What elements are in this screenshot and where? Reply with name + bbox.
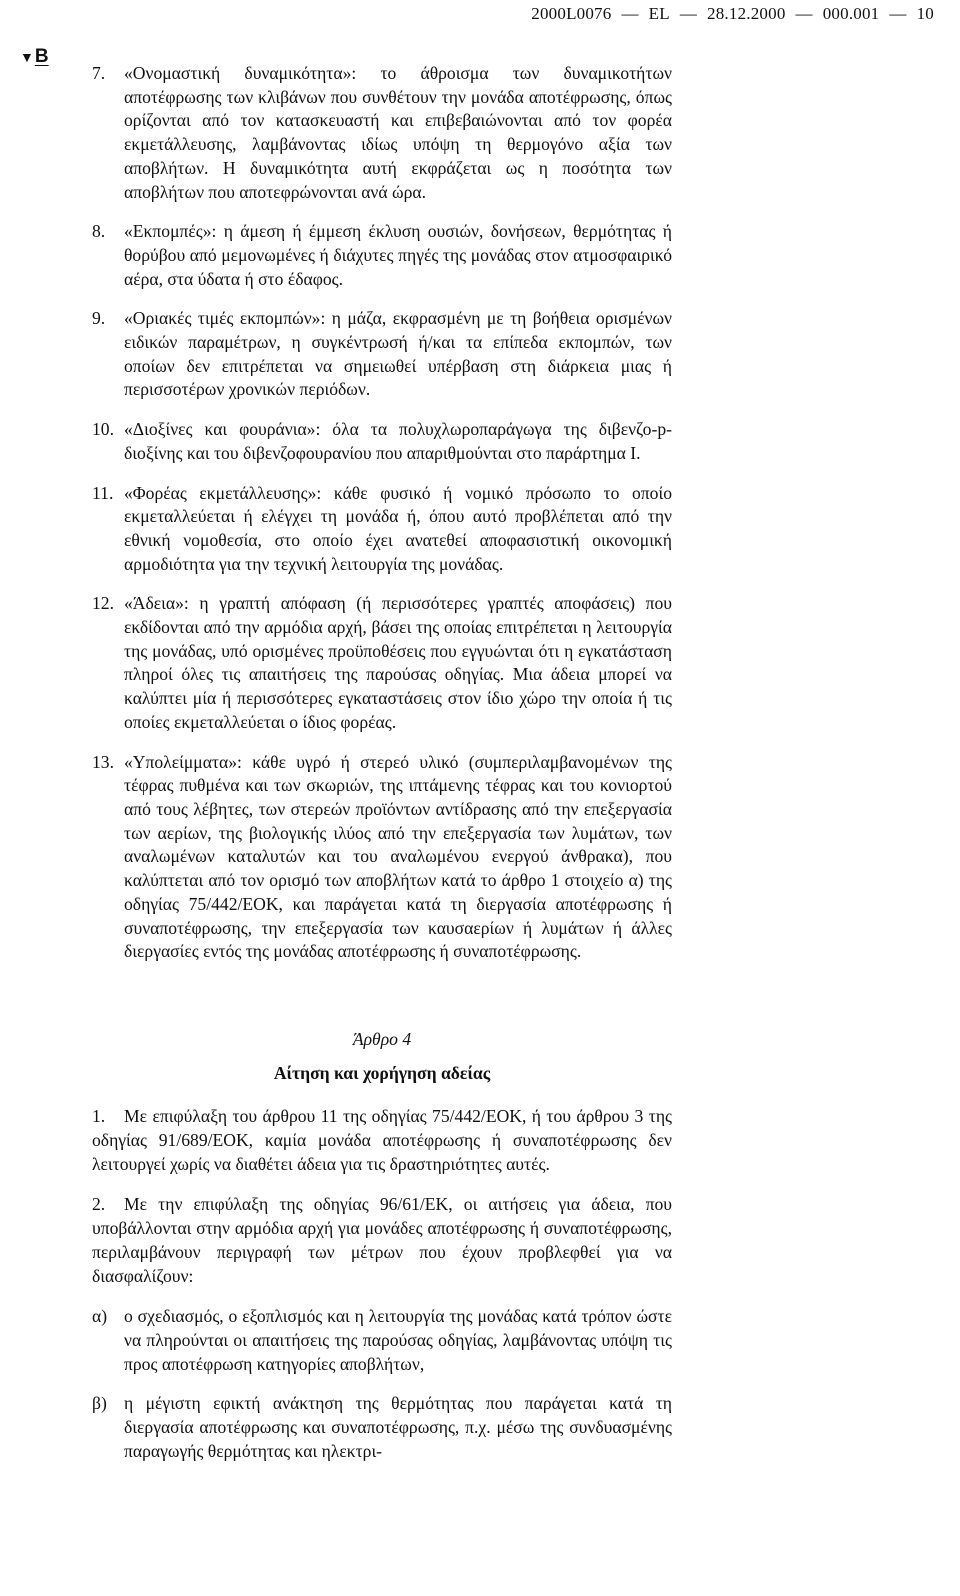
definition-number: 7. <box>92 63 106 83</box>
doc-date: 28.12.2000 <box>707 4 786 23</box>
definition-text: «Άδεια»: η γραπτή απόφαση (ή περισσότερες γραπτές αποφάσεις) που εκδίδονται από την αρμόδια αρχή, βάσει της οποίας επιτρέπεται η λειτουργία της μονάδας, υπό ορισμένες προϋποθέσεις που εγγυώνται ότι η εγκατάσταση πληροί όλες τις απαιτήσεις της παρούσας οδηγίας. Μια άδεια μπορεί να καλύπτει μία ή περισσότερες εγκαταστάσεις στον ίδιο χώρο την οποία ή τις οποίες εκμεταλλεύεται ο ίδιος φορέας. <box>124 593 672 732</box>
doc-code: 2000L0076 <box>531 4 612 23</box>
article-paragraph <box>92 1105 672 1176</box>
definition-number: 12. <box>92 593 114 614</box>
article-heading: Άρθρο 4 <box>352 1028 412 1049</box>
definition-number: 11. <box>92 482 114 503</box>
definition-text: «Οριακές τιμές εκπομπών»: η μάζα, εκφρασμένη με τη βοήθεια ορισμένων ειδικών παραμέτρων, η συγκέντρωσή ή/και τα επίπεδα εκπομπών, των οποίων δεν επιτρέπεται να σημειωθεί υπέρβαση στη διάρκεια μιας ή περισσοτέρων χρονικών περιόδων. <box>124 308 672 400</box>
paragraph-text: Με την επιφύλαξη της οδηγίας 96/61/ΕΚ, οι αιτήσεις για άδεια, που υποβάλλονται στην αρμόδια αρχή για μονάδες αποτέφρωσης ή συναποτέφρωσης, περιλαμβάνουν περιγραφή των μέτρων που έχουν προβλεφθεί για να διασφαλίζουν: <box>92 1194 672 1286</box>
definition-number: 8. <box>92 221 106 242</box>
definition-item <box>92 62 672 204</box>
definition-item <box>92 592 672 734</box>
list-item-marker: β) <box>92 1393 107 1414</box>
definition-text: «Εκπομπές»: η άμεση ή έμμεση έκλυση ουσιών, δονήσεων, θερμότητας ή θορύβου από μεμονωμένες ή διάχυτες πηγές της μονάδας στον ατμοσφαιρικό αέρα, στα ύδατα ή στο έδαφος. <box>124 221 672 289</box>
doc-language: EL <box>648 4 670 23</box>
definition-text: «Ονομαστική δυναμικότητα»: το άθροισμα των δυναμικοτήτων αποτέφρωσης των κλιβάνων που συνθέτουν την μονάδα αποτέφρωσης, όπως ορίζονται από τον κατασκευαστή και επιβεβαιώνονται από τον φορέα εκμετάλλευσης, λαμβάνοντας ιδίως υπόψη τη θερμογόνο αξία των αποβλήτων. Η δυναμικότητα αυτή εκφράζεται ως η ποσότητα των αποβλήτων που αποτεφρώνονται ανά ώρα. <box>124 63 672 202</box>
paragraph-number: 2. <box>92 1194 106 1215</box>
page-header: 2000L0076 — EL — 28.12.2000 — 000.001 — 10 <box>531 4 934 23</box>
definition-item <box>92 418 672 465</box>
list-item-text: ο σχεδιασμός, ο εξοπλισμός και η λειτουργία της μονάδας κατά τρόπον ώστε να πληρούνται οι απαιτήσεις της παρούσας οδηγίας, λαμβάνοντας υπόψη τις προς αποτέφρωση κατηγορίες αποβλήτων, <box>124 1306 672 1374</box>
article-paragraph <box>92 1193 672 1288</box>
amendment-marker-label: B <box>34 46 49 67</box>
definition-item <box>92 751 672 964</box>
definition-text: «Υπολείμματα»: κάθε υγρό ή στερεό υλικό (συμπεριλαμβανομένων της τέφρας πυθμένα και των σκωριών, της ιπτάμενης τέφρας και του κονιορτού από τους λέβητες, των στερεών προϊόντων αντίδρασης από την επεξεργασία των αερίων, της βιολογικής ιλύος από την επεξεργασία των λυμάτων, των αναλωμένων καταλυτών και του αναλωμένου ενεργού άνθρακα), που καλύπτεται από τον ορισμό των αποβλήτων κατά το άρθρο 1 στοιχείο α) της οδηγίας 75/442/ΕΟΚ, και παράγεται κατά τη διεργασία αποτέφρωσης ή συναποτέφρωσης, την επεξεργασία των καυσαερίων ή λυμάτων ή άλλες διεργασίες εντός της μονάδας αποτέφρωσης ή συναποτέφρωσης. <box>124 751 672 962</box>
amendment-marker <box>20 46 49 68</box>
paragraph-text: Με επιφύλαξη του άρθρου 11 της οδηγίας 75/442/ΕΟΚ, ή του άρθρου 3 της οδηγίας 91/689/ΕΟΚ, καμία μονάδα αποτέφρωσης ή συναποτέφρωσης δεν λειτουργεί χωρίς να διαθέτει άδεια για τις δραστηριότητες αυτές. <box>92 1106 672 1174</box>
definition-item <box>92 307 672 402</box>
definition-number: 9. <box>92 308 106 329</box>
document-body <box>92 62 672 1479</box>
article-subtitle: Αίτηση και χορήγηση αδείας <box>273 1062 491 1083</box>
list-item <box>92 1305 672 1376</box>
paragraph-number: 1. <box>92 1106 106 1127</box>
definition-item <box>92 220 672 291</box>
definition-item <box>92 482 672 577</box>
list-item-text: η μέγιστη εφικτή ανάκτηση της θερμότητας που παράγεται κατά τη διεργασία αποτέφρωσης και συναποτέφρωσης, π.χ. μέσω της συνδυασμένης παραγωγής θερμότητας και ηλεκτρι- <box>124 1393 672 1461</box>
triangle-down-icon: ▼ <box>20 49 34 65</box>
definitions-list <box>92 62 672 964</box>
definition-number: 13. <box>92 751 114 772</box>
definition-text: «Διοξίνες και φουράνια»: όλα τα πολυχλωροπαράγωγα της διβενζο-p-διοξίνης και του διβενζοφουρανίου που απαριθμούνται στο παράρτημα Ι. <box>124 419 672 463</box>
list-item <box>92 1392 672 1463</box>
list-item-marker: α) <box>92 1306 108 1327</box>
definition-number: 10. <box>92 419 114 440</box>
page-number: 10 <box>916 4 934 23</box>
doc-version: 000.001 <box>822 4 880 23</box>
definition-text: «Φορέας εκμετάλλευσης»: κάθε φυσικό ή νομικό πρόσωπο το οποίο εκμεταλλεύεται ή ελέγχει τη μονάδα ή, όπου αυτό προβλέπεται από την εθνική νομοθεσία, στο οποίο έχει ανατεθεί αποφασιστική οικονομική αρμοδιότητα για την τεχνική λειτουργία της μονάδας. <box>124 482 672 574</box>
